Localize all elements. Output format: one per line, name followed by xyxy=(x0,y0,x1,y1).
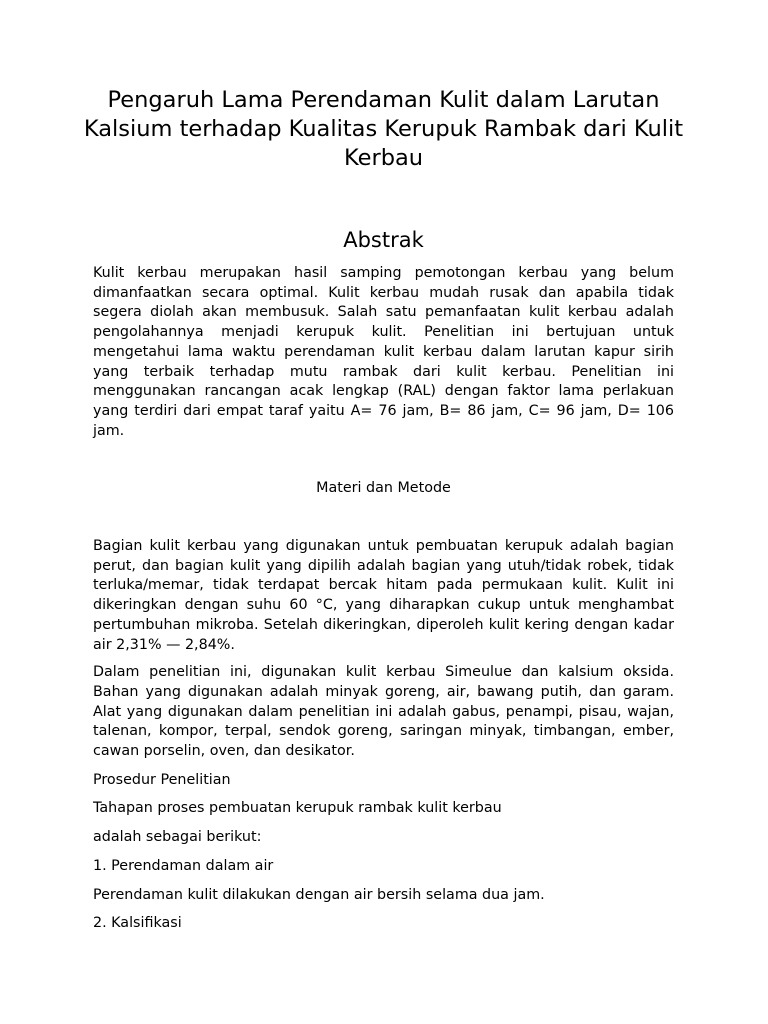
procedure-intro-line-2: adalah sebagai berikut: xyxy=(93,829,262,846)
step-1-title: 1. Perendaman dalam air xyxy=(93,857,274,874)
procedure-heading: Prosedur Penelitian xyxy=(93,771,231,788)
abstract-paragraph: Kulit kerbau merupakan hasil samping pemotongan kerbau yang belum dimanfaatkan secara optimal. Kulit kerbau mudah rusak dan apabila tidak segera diolah akan membusuk. Salah satu pemanfaatan kulit kerbau adalah pengolahannya menjadi kerupuk kulit. Penelitian ini bertujuan untuk mengetahui lama waktu perendaman kulit kerbau dalam larutan kapur sirih yang terbaik terhadap mutu rambak dari kulit kerbau. Penelitian ini menggunakan rancangan acak lengkap (RAL) dengan faktor lama perlakuan yang terdiri dari empat taraf yaitu A= 76 jam, B= 86 jam, C= 96 jam, D= 106 jam. xyxy=(93,265,674,439)
step-1-text: Perendaman kulit dilakukan dengan air bersih selama dua jam. xyxy=(93,886,545,903)
step-2-title: 2. Kalsifikasi xyxy=(93,915,182,932)
abstract-heading: Abstrak xyxy=(343,228,424,252)
methods-paragraph-1: Bagian kulit kerbau yang digunakan untuk pembuatan kerupuk adalah bagian perut, dan bagian kulit yang dipilih adalah bagian yang utuh/tidak robek, tidak terluka/memar, tidak terdapat bercak hitam pada permukaan kulit. Kulit ini dikeringkan dengan suhu 60 °C, yang diharapkan cukup untuk menghambat pertumbuhan mikroba. Setelah dikeringkan, diperoleh kulit kering dengan kadar air 2,31% — 2,84%. xyxy=(93,538,674,653)
procedure-intro-line-1: Tahapan proses pembuatan kerupuk rambak kulit kerbau xyxy=(93,800,502,817)
document-body xyxy=(83,86,684,934)
section-heading: Materi dan Metode xyxy=(316,480,451,497)
methods-paragraph-2: Dalam penelitian ini, digunakan kulit kerbau Simeulue dan kalsium oksida. Bahan yang digunakan adalah minyak goreng, air, bawang putih, dan garam. Alat yang digunakan dalam penelitian ini adalah gabus, penampi, pisau, wajan, talenan, kompor, terpal, sendok goreng, saringan minyak, timbangan, ember, cawan porselin, oven, dan desikator. xyxy=(93,664,674,760)
document-title: Pengaruh Lama Perendaman Kulit dalam Larutan Kalsium terhadap Kualitas Kerupuk Rambak dari Kulit Kerbau xyxy=(83,87,684,171)
